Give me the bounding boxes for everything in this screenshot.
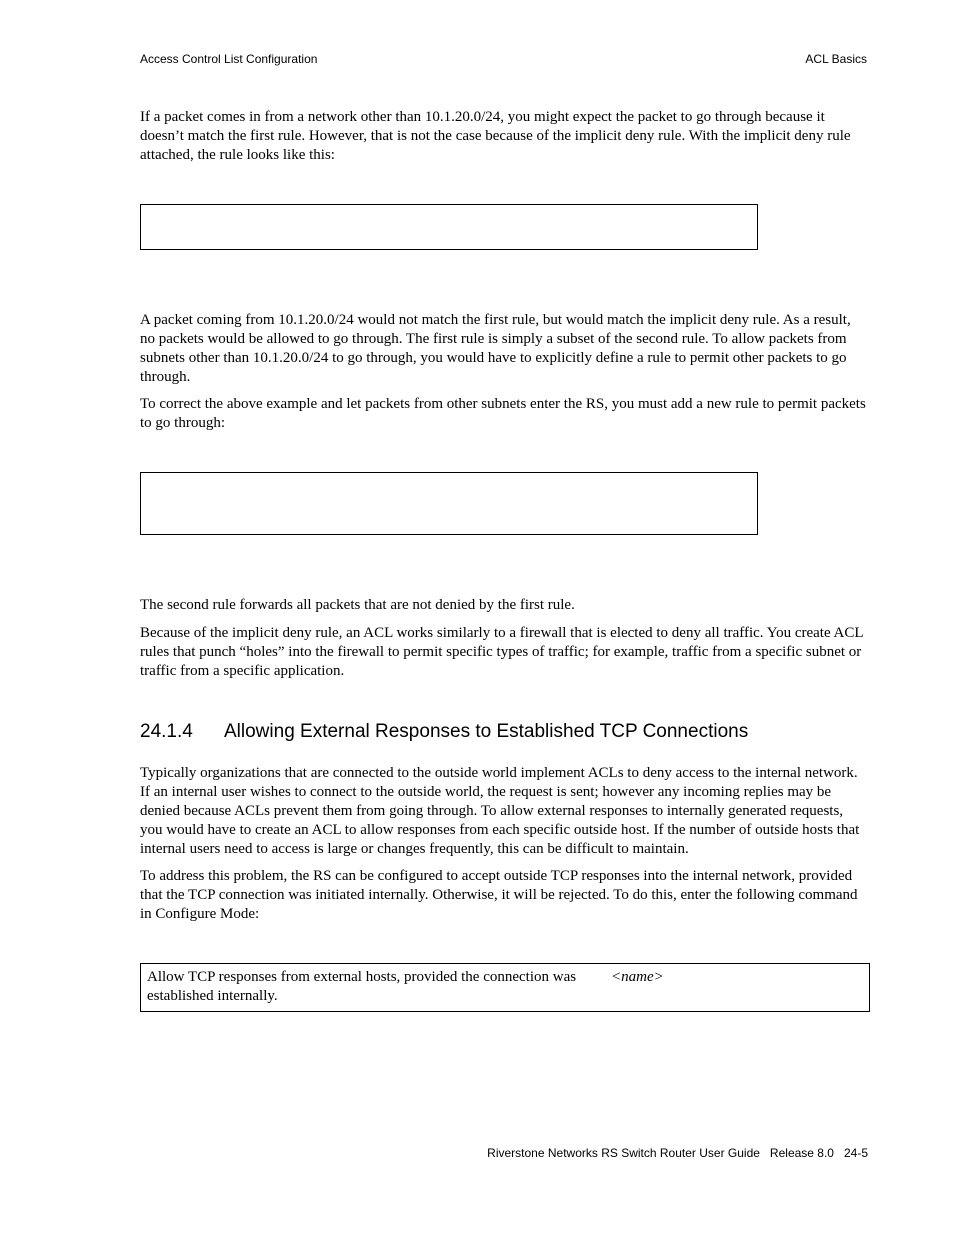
paragraph-correct-example: To correct the above example and let packets from other subnets enter the RS, you must add a new rule to permit packets to go through:: [140, 396, 866, 431]
command-description: Allow TCP responses from external hosts, provided the connection was established internally.: [147, 969, 577, 1004]
page-footer: Riverstone Networks RS Switch Router User Guide Release 8.0 24-5: [487, 1146, 868, 1160]
running-header-right: ACL Basics: [805, 52, 867, 66]
paragraph-implicit-deny-intro: If a packet comes in from a network other than 10.1.20.0/24, you might expect the packet to go through because it doesn’t match the first rule. However, that is not the case because of the implicit deny rule. With the implicit deny rule attached, the rule looks like this:: [140, 109, 851, 163]
command-table: [140, 963, 870, 1012]
command-syntax: <name>: [611, 969, 664, 985]
section-heading: [140, 720, 748, 744]
paragraph-configure-mode: To address this problem, the RS can be configured to accept outside TCP responses into the internal network, provided that the TCP connection was initiated internally. Otherwise, it will be rejected. To do this, enter the following command in Configure Mode:: [140, 868, 858, 922]
running-header-left: Access Control List Configuration: [140, 52, 318, 66]
paragraph-firewall-analogy: Because of the implicit deny rule, an ACL works similarly to a firewall that is elected to deny all traffic. You create ACL rules that punch “holes” into the firewall to permit specific types of traffic; for example, traffic from a specific subnet or traffic from a specific application.: [140, 625, 863, 679]
code-example-box-2: [140, 472, 758, 535]
paragraph-second-rule: The second rule forwards all packets that are not denied by the first rule.: [140, 597, 575, 613]
section-number: 24.1.4: [140, 721, 193, 742]
code-example-box-1: [140, 204, 758, 250]
paragraph-packet-matching: A packet coming from 10.1.20.0/24 would not match the first rule, but would match the implicit deny rule. As a result, no packets would be allowed to go through. The first rule is simply a subset of the second rule. To allow packets from subnets other than 10.1.20.0/24 to go through, you would have to explicitly define a rule to permit other packets to go through.: [140, 312, 851, 385]
section-title: Allowing External Responses to Established TCP Connections: [224, 721, 749, 742]
paragraph-external-responses: Typically organizations that are connected to the outside world implement ACLs to deny access to the internal network. If an internal user wishes to connect to the outside world, the request is sent; however any incoming replies may be denied because ACLs prevent them from going through. To allow external responses to internally generated requests, you would have to create an ACL to allow responses from each specific outside host. If the number of outside hosts that internal users need to access is large or changes frequently, this can be difficult to maintain.: [140, 765, 860, 857]
